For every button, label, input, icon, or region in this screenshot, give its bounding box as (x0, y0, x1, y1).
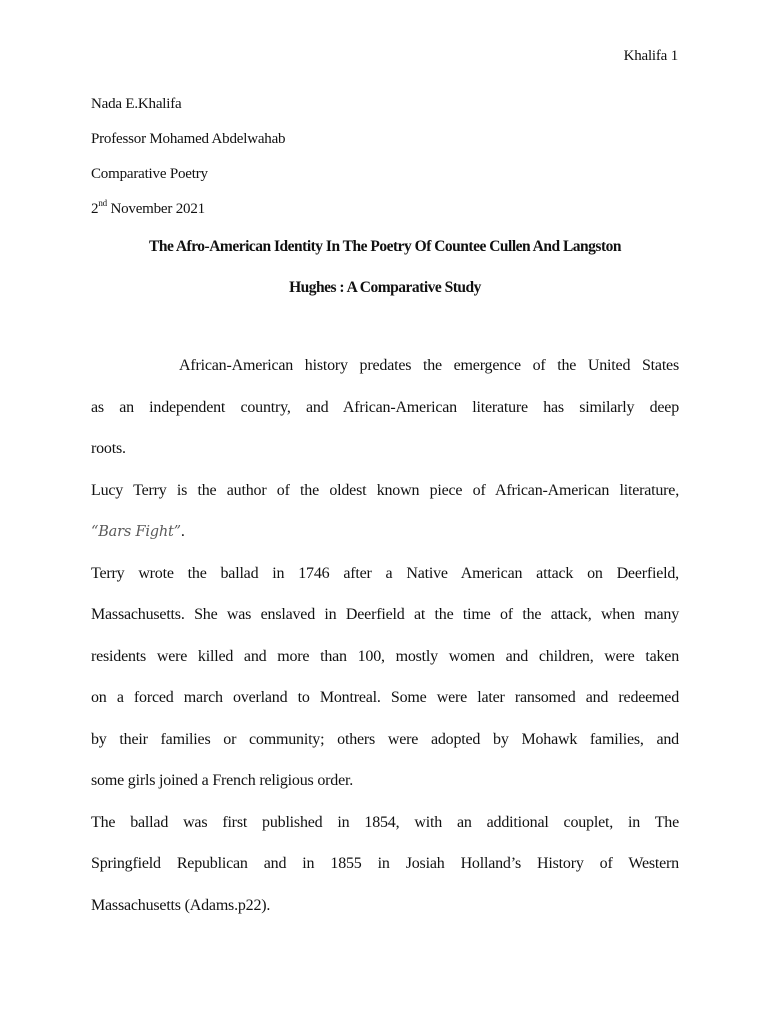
running-head-page-number: Khalifa 1 (623, 48, 678, 64)
paragraph-4-line-1: The ballad was first published in 1854, with an additional couplet, in The (91, 813, 679, 831)
date-ordinal-suffix: nd (98, 198, 107, 208)
paragraph-3-line-3: residents were killed and more than 100, mostly women and children, were taken (91, 647, 679, 665)
paragraph-1-line-1: African-American history predates the emergence of the United States (179, 357, 679, 374)
paragraph-3-line-1: Terry wrote the ballad in 1746 after a Native American attack on Deerfield, (91, 564, 679, 582)
paragraph-3-line-4: on a forced march overland to Montreal. Some were later ransomed and redeemed (91, 689, 679, 706)
paragraph-3-line-5: by their families or community; others were adopted by Mohawk families, and (91, 730, 679, 748)
paragraph-4-line-2: Springfield Republican and in 1855 in Josiah Holland’s History of Western (91, 855, 679, 872)
author-name: Nada E.Khalifa (91, 96, 182, 112)
paragraph-2-line-1: Lucy Terry is the author of the oldest known piece of African-American literature, (91, 481, 679, 499)
paragraph-2-line-2-end: . (180, 523, 185, 540)
poem-title-bars-fight: “Bars Fight” (91, 524, 181, 540)
paragraph-2-line-2 (91, 520, 679, 562)
course-name: Comparative Poetry (91, 166, 208, 182)
date-month-year: November 2021 (106, 201, 205, 217)
professor-name: Professor Mohamed Abdelwahab (91, 131, 286, 147)
paragraph-3-line-6: some girls joined a French religious order. (91, 772, 354, 789)
title-line-2: Hughes : A Comparative Study (289, 279, 481, 296)
paragraph-1-line-3: roots. (91, 440, 126, 457)
body-text (91, 354, 679, 935)
date-day: 2 (91, 201, 99, 217)
title-line-1: The Afro-American Identity In The Poetry Of Countee Cullen And Langston (148, 238, 621, 255)
paragraph-4-line-3: Massachusetts (Adams.p22). (91, 896, 271, 914)
paragraph-1-line-2: as an independent country, and African-American literature has similarly deep (91, 398, 679, 416)
mla-heading (91, 94, 679, 234)
paper-title (91, 236, 679, 318)
submission-date (91, 199, 679, 234)
paragraph-3-line-2: Massachusetts. She was enslaved in Deerfield at the time of the attack, when many (91, 606, 679, 623)
